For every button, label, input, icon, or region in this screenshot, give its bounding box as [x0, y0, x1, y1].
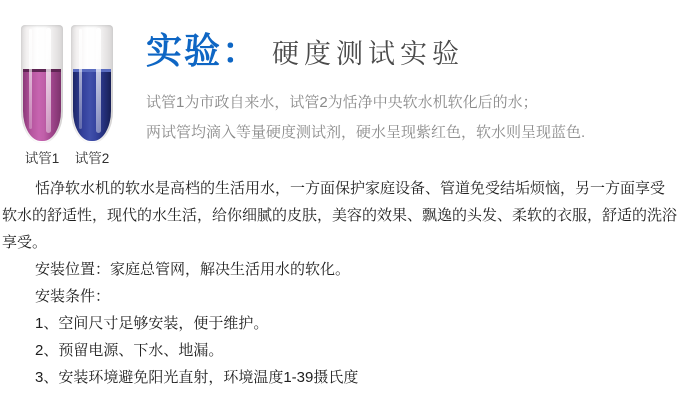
test-tubes-figure [21, 25, 115, 166]
condition-item-3: 3、安装环境避免阳光直射，环境温度1-39摄氏度 [35, 369, 359, 386]
title-text: 硬度测试实验 [272, 39, 465, 69]
glass-highlight [96, 28, 101, 133]
glass-highlight [79, 29, 82, 129]
glass-highlight [46, 28, 51, 133]
subtitle-line-2: 两试管均滴入等量硬度测试剂，硬水呈现紫红色，软水则呈现蓝色. [146, 124, 586, 141]
glass-highlight [29, 29, 32, 129]
install-position-line: 安装位置：家庭总管网，解决生活用水的软化。 [35, 261, 351, 278]
test-tube-1 [21, 25, 63, 143]
experiment-hero [0, 0, 680, 166]
test-tubes-photo [21, 25, 115, 143]
condition-item-1: 1、空间尺寸足够安装，便于维护。 [35, 315, 269, 332]
page-title [146, 29, 585, 81]
test-tube-2 [71, 25, 113, 143]
install-conditions-heading: 安装条件： [35, 288, 111, 305]
intro-paragraph: 恬净软水机的软水是高档的生活用水，一方面保护家庭设备、管道免受结垢烦恼，另一方面享受软水的舒适性，现代的水生活，给你细腻的皮肤，美容的效果、飘逸的头发、柔软的衣服，舒适的洗浴享受。 [2, 180, 678, 251]
tube2-label: 试管2 [74, 151, 110, 166]
title-prefix: 实验： [146, 30, 261, 71]
tube-labels [21, 147, 115, 167]
subtitle-line-1: 试管1为市政自来水，试管2为恬净中央软水机软化后的水； [146, 94, 538, 111]
description-section [0, 175, 680, 391]
condition-item-2: 2、预留电源、下水、地漏。 [35, 342, 224, 359]
tube1-label: 试管1 [24, 151, 60, 166]
hero-text [146, 25, 585, 166]
